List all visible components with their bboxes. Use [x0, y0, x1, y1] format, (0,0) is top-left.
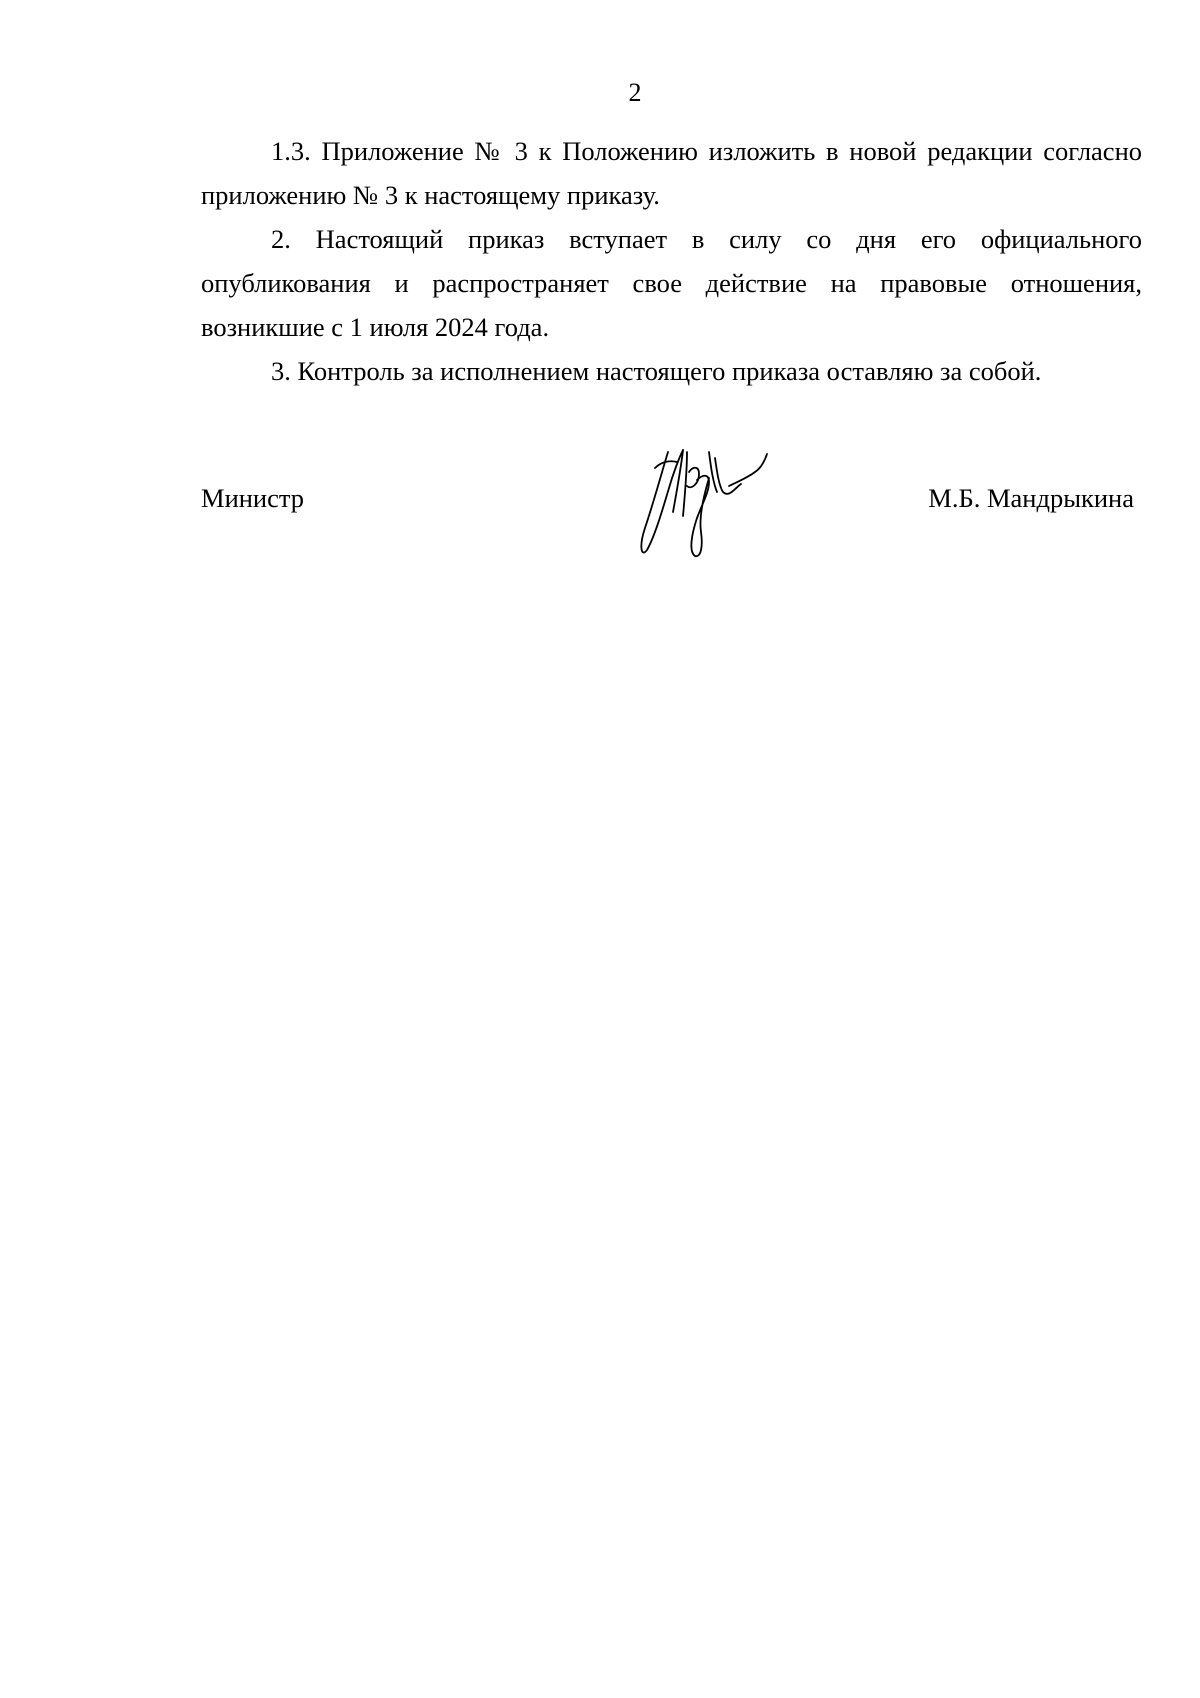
- signer-position: Министр: [201, 483, 305, 513]
- document-body: [201, 129, 1142, 393]
- paragraph-2: 2. Настоящий приказ вступает в силу со дня его официального опубликования и распространяет свое действие на правовые отношения, возникшие с 1 июля 2024 года.: [201, 224, 1142, 342]
- paragraph-1-3: 1.3. Приложение № 3 к Положению изложить в новой редакции согласно приложению № 3 к настоящему приказу.: [201, 136, 1142, 210]
- signature-block: [201, 428, 1142, 578]
- handwritten-signature-icon: [633, 428, 783, 578]
- page-number: 2: [628, 78, 642, 107]
- signer-name: М.Б. Мандрыкина: [928, 483, 1134, 513]
- paragraph-3: 3. Контроль за исполнением настоящего приказа оставляю за собой.: [271, 356, 1042, 386]
